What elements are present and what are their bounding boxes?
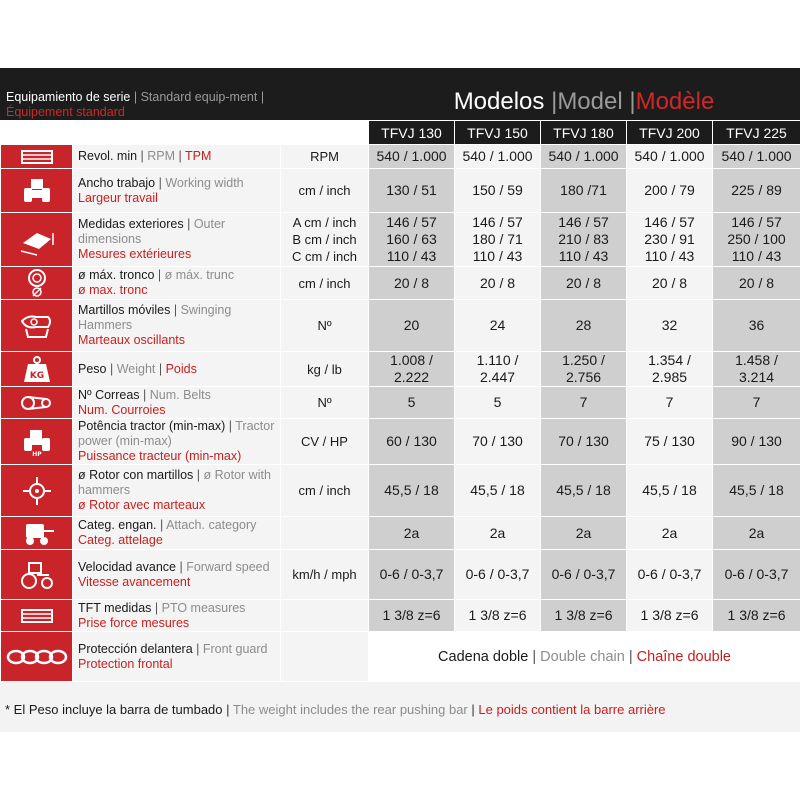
spec-unit (281, 465, 369, 517)
spec-value (541, 352, 627, 387)
separator: | (467, 702, 479, 717)
value-line: 110 / 43 (386, 248, 437, 264)
separator: | (130, 90, 141, 104)
spec-value (627, 213, 713, 267)
separator: | (192, 641, 203, 656)
footnote (0, 688, 800, 732)
separator: | (170, 303, 181, 317)
spec-label (73, 632, 281, 682)
unit-line: C cm / inch (292, 249, 358, 264)
spec-value: 0-6 / 0-3,7 (541, 550, 627, 600)
spec-value: 540 / 1.000 (541, 145, 627, 169)
spec-label-es: Ancho trabajo (78, 175, 156, 190)
value-line: 210 / 83 (558, 231, 609, 247)
spec-unit (281, 550, 369, 600)
spec-value (627, 352, 713, 387)
model-header: TFVJ 180 (541, 121, 627, 145)
separator: | (137, 149, 148, 163)
spec-label-fr: Puissance tracteur (min-max) (78, 449, 242, 463)
value-line: 146 / 57 (731, 214, 782, 230)
value-line: 110 / 43 (731, 248, 782, 264)
unit-line: A cm / inch (292, 215, 357, 230)
spec-value: 7 (627, 387, 713, 419)
unit-line: B cm / inch (292, 232, 357, 247)
spec-label (73, 600, 281, 632)
spec-value: 2a (541, 517, 627, 550)
spec-value: 1 3/8 z=6 (713, 600, 800, 632)
spec-label (73, 213, 281, 267)
spec-value: 20 / 8 (627, 267, 713, 300)
spec-value: 200 / 79 (627, 169, 713, 213)
separator: | (225, 419, 236, 433)
value-line: 110 / 43 (558, 248, 609, 264)
separator: | (156, 518, 167, 532)
spec-label-en: Tractor power (min-max) (78, 419, 275, 448)
unit-line: km/h / mph (292, 567, 357, 582)
unit-line: cm / inch (298, 183, 351, 198)
spec-label-es: Potência tractor (min-max) (78, 419, 226, 433)
spec-value: 7 (713, 387, 800, 419)
hammer-icon (1, 300, 73, 352)
footnote-es: * El Peso incluye la barra de tumbado (5, 702, 223, 717)
spec-row (1, 213, 800, 267)
spec-value: 0-6 / 0-3,7 (455, 550, 541, 600)
spec-row (1, 145, 800, 169)
spec-value: 20 / 8 (455, 267, 541, 300)
standard-equipment-es: Equipamiento de serie (6, 90, 131, 104)
separator: | (528, 648, 541, 665)
separator: | (154, 268, 165, 282)
spec-label-fr: ø max. tronc (78, 283, 148, 297)
separator: | (222, 702, 233, 717)
value-line: 1.458 / (735, 352, 778, 368)
model-header: TFVJ 130 (369, 121, 455, 145)
spec-value: 45,5 / 18 (369, 465, 455, 517)
spec-value: 70 / 130 (455, 419, 541, 465)
spec-row (1, 169, 800, 213)
separator: | (193, 468, 204, 482)
spec-label-en: ø máx. trunc (164, 268, 235, 282)
standard-equipment-en: Standard equip-ment (140, 90, 258, 104)
spec-value: 130 / 51 (369, 169, 455, 213)
spec-value: 28 (541, 300, 627, 352)
spec-label-en: RPM (147, 149, 176, 163)
spec-value: 1 3/8 z=6 (369, 600, 455, 632)
spec-row (1, 550, 800, 600)
separator: | (624, 648, 637, 665)
spec-value: 1 3/8 z=6 (455, 600, 541, 632)
spec-label (73, 300, 281, 352)
spec-value: 20 / 8 (541, 267, 627, 300)
spec-value: 0-6 / 0-3,7 (369, 550, 455, 600)
standard-equipment-title (6, 90, 276, 120)
spec-value: 1 3/8 z=6 (627, 600, 713, 632)
spec-label-es: TFT medidas (78, 600, 152, 615)
spec-value: 0-6 / 0-3,7 (627, 550, 713, 600)
value-line: 1.008 / (390, 352, 433, 368)
spec-unit (281, 517, 369, 550)
separator: | (544, 88, 558, 115)
spec-label (73, 145, 281, 169)
chain-icon (1, 632, 73, 682)
spec-label (73, 267, 281, 300)
spec-unit (281, 267, 369, 300)
pto-measure-icon (1, 600, 73, 632)
spec-label (73, 517, 281, 550)
value-line: 180 / 71 (472, 231, 523, 247)
spec-label-en: Attach. category (166, 518, 257, 532)
spec-value: 150 / 59 (455, 169, 541, 213)
spec-value: 20 / 8 (369, 267, 455, 300)
header-spacer (1, 121, 369, 145)
spec-value: 5 (455, 387, 541, 419)
spec-label (73, 169, 281, 213)
value-line: 146 / 57 (558, 214, 609, 230)
spec-label-es: Categ. engan. (78, 518, 157, 532)
spec-label-fr: Largeur travail (78, 190, 158, 205)
spec-unit (281, 169, 369, 213)
spec-value (713, 213, 800, 267)
hitch-icon (1, 517, 73, 550)
model-header: TFVJ 200 (627, 121, 713, 145)
spec-unit (281, 387, 369, 419)
value-line: 1.354 / (648, 352, 691, 368)
spec-unit (281, 352, 369, 387)
unit-line: kg / lb (307, 361, 342, 377)
separator: | (176, 559, 187, 574)
spec-value: 45,5 / 18 (455, 465, 541, 517)
spec-value: 45,5 / 18 (627, 465, 713, 517)
spec-label-fr: Poids (165, 361, 197, 376)
spec-unit (281, 145, 369, 169)
value-line: 1.250 / (562, 352, 605, 368)
spec-row (1, 387, 800, 419)
spec-value (455, 213, 541, 267)
spec-label (73, 352, 281, 387)
spec-label-en: ø Rotor with hammers (78, 468, 271, 497)
spec-label (73, 387, 281, 419)
unit-line: Nº (317, 318, 332, 333)
chain-en: Double chain (540, 648, 625, 665)
spec-row (1, 465, 800, 517)
spec-value: 45,5 / 18 (713, 465, 800, 517)
spec-label-en: Outer dimensions (78, 217, 226, 246)
trunk-diameter-icon (1, 267, 73, 300)
belt-icon (1, 387, 73, 419)
spec-label-en: Num. Belts (149, 387, 211, 402)
spec-unit (281, 600, 369, 632)
separator: | (183, 217, 194, 231)
separator: | (257, 90, 265, 104)
spec-value: 2a (455, 517, 541, 550)
spec-label-en: Front guard (202, 641, 268, 656)
spec-label-fr: Protection frontal (78, 656, 173, 671)
spec-value (369, 352, 455, 387)
value-line: 146 / 57 (472, 214, 523, 230)
value-line: 1.110 / (476, 352, 519, 368)
tractor-front-icon (1, 169, 73, 213)
spec-row (1, 352, 800, 387)
models-header-row (1, 121, 800, 145)
weight-kg-icon (1, 352, 73, 387)
spec-value: 225 / 89 (713, 169, 800, 213)
spec-value: 75 / 130 (627, 419, 713, 465)
separator: | (622, 88, 636, 115)
pto-shaft-icon (1, 145, 73, 169)
chain-fr: Chaîne double (636, 648, 731, 665)
spec-value (713, 352, 800, 387)
spec-label-en: Forward speed (186, 559, 270, 574)
rotor-icon (1, 465, 73, 517)
models-title-en: Model (557, 88, 623, 115)
chain-es: Cadena doble (438, 648, 529, 665)
spec-value: 24 (455, 300, 541, 352)
models-title-es: Modelos (453, 88, 545, 115)
spec-value (455, 352, 541, 387)
value-line: 146 / 57 (644, 214, 695, 230)
spec-label (73, 550, 281, 600)
spec-value: 2a (369, 517, 455, 550)
spec-unit (281, 632, 369, 682)
spec-label-en: PTO measures (161, 600, 246, 615)
footnote-en: The weight includes the rear pushing bar (232, 702, 468, 717)
model-header: TFVJ 150 (455, 121, 541, 145)
tractor-hp-icon (1, 419, 73, 465)
spec-value: 180 /71 (541, 169, 627, 213)
spec-label-es: ø máx. tronco (78, 268, 155, 282)
spec-value (541, 213, 627, 267)
separator: | (155, 175, 166, 190)
unit-line: Nº (317, 395, 332, 410)
separator: | (139, 387, 150, 402)
tractor-speed-icon (1, 550, 73, 600)
spec-unit (281, 213, 369, 267)
models-title-fr: Modèle (635, 88, 715, 115)
spec-label-es: Nº Correas (78, 387, 140, 402)
separator: | (175, 149, 185, 163)
spec-label-es: Protección delantera (78, 641, 193, 656)
unit-line: RPM (310, 149, 339, 164)
spec-label-fr: Num. Courroies (78, 402, 166, 417)
spec-label-fr: Prise force mesures (78, 615, 190, 630)
spec-label-en: Swinging Hammers (78, 303, 232, 332)
spec-value: 2a (627, 517, 713, 550)
separator: | (155, 361, 166, 376)
spec-unit (281, 419, 369, 465)
spec-label-fr: Vitesse avancement (78, 574, 191, 589)
machine-dimensions-icon (1, 213, 73, 267)
spec-label-es: Medidas exteriores (78, 217, 184, 231)
value-line: 2.222 (393, 369, 430, 385)
spec-value: 60 / 130 (369, 419, 455, 465)
spec-label-es: Revol. min (78, 149, 138, 163)
value-line: 2.447 (479, 369, 516, 385)
spec-value: 0-6 / 0-3,7 (713, 550, 800, 600)
spec-value: 20 / 8 (713, 267, 800, 300)
unit-line: cm / inch (298, 483, 351, 498)
spec-value: 2a (713, 517, 800, 550)
spec-label (73, 465, 281, 517)
spec-row (1, 600, 800, 632)
spec-label-es: ø Rotor con martillos (78, 468, 194, 482)
spec-label-fr: ø Rotor avec marteaux (78, 498, 206, 512)
unit-line: CV / HP (301, 434, 348, 449)
value-line: 3.214 (738, 369, 775, 385)
spec-label-fr: TPM (185, 149, 212, 163)
value-line: 110 / 43 (644, 248, 695, 264)
value-line: 160 / 63 (386, 231, 437, 247)
spec-value: 540 / 1.000 (713, 145, 800, 169)
model-header: TFVJ 225 (713, 121, 800, 145)
spec-label-fr: Mesures extérieures (78, 247, 192, 261)
value-line: 2.985 (651, 369, 688, 385)
front-protection-row (1, 632, 800, 682)
spec-label-en: Working width (165, 175, 244, 190)
spec-row (1, 267, 800, 300)
separator: | (106, 361, 117, 376)
spec-value: 70 / 130 (541, 419, 627, 465)
spec-value: 540 / 1.000 (455, 145, 541, 169)
standard-equipment-fr: Équipement standard (6, 105, 125, 119)
footnote-fr: Le poids contient la barre arrière (478, 702, 666, 717)
spec-label-es: Peso (78, 361, 107, 376)
svg-text:KG: KG (29, 371, 44, 381)
spec-label-es: Velocidad avance (78, 559, 176, 574)
spec-label-fr: Marteaux oscillants (78, 333, 185, 347)
models-title (368, 88, 800, 116)
spec-label-fr: Categ. attelage (78, 533, 163, 547)
svg-text:HP: HP (31, 450, 42, 457)
spec-value: 36 (713, 300, 800, 352)
value-line: 230 / 91 (644, 231, 695, 247)
spec-value: 540 / 1.000 (369, 145, 455, 169)
value-line: 2.756 (565, 369, 602, 385)
spec-label-en: Weight (116, 361, 156, 376)
spec-value: 540 / 1.000 (627, 145, 713, 169)
spec-value: 90 / 130 (713, 419, 800, 465)
front-protection-value (369, 632, 800, 682)
spec-value: 7 (541, 387, 627, 419)
value-line: 146 / 57 (386, 214, 437, 230)
value-line: 250 / 100 (727, 231, 786, 247)
spec-value (369, 213, 455, 267)
spec-row (1, 517, 800, 550)
spec-unit (281, 300, 369, 352)
spec-row (1, 419, 800, 465)
spec-value: 32 (627, 300, 713, 352)
spec-value: 20 (369, 300, 455, 352)
specifications-table (0, 120, 800, 682)
spec-value: 5 (369, 387, 455, 419)
spec-value: 45,5 / 18 (541, 465, 627, 517)
spec-label-es: Martillos móviles (78, 303, 171, 317)
spec-row (1, 300, 800, 352)
separator: | (151, 600, 162, 615)
spec-value: 1 3/8 z=6 (541, 600, 627, 632)
value-line: 110 / 43 (472, 248, 523, 264)
unit-line: cm / inch (298, 275, 351, 291)
spec-label (73, 419, 281, 465)
